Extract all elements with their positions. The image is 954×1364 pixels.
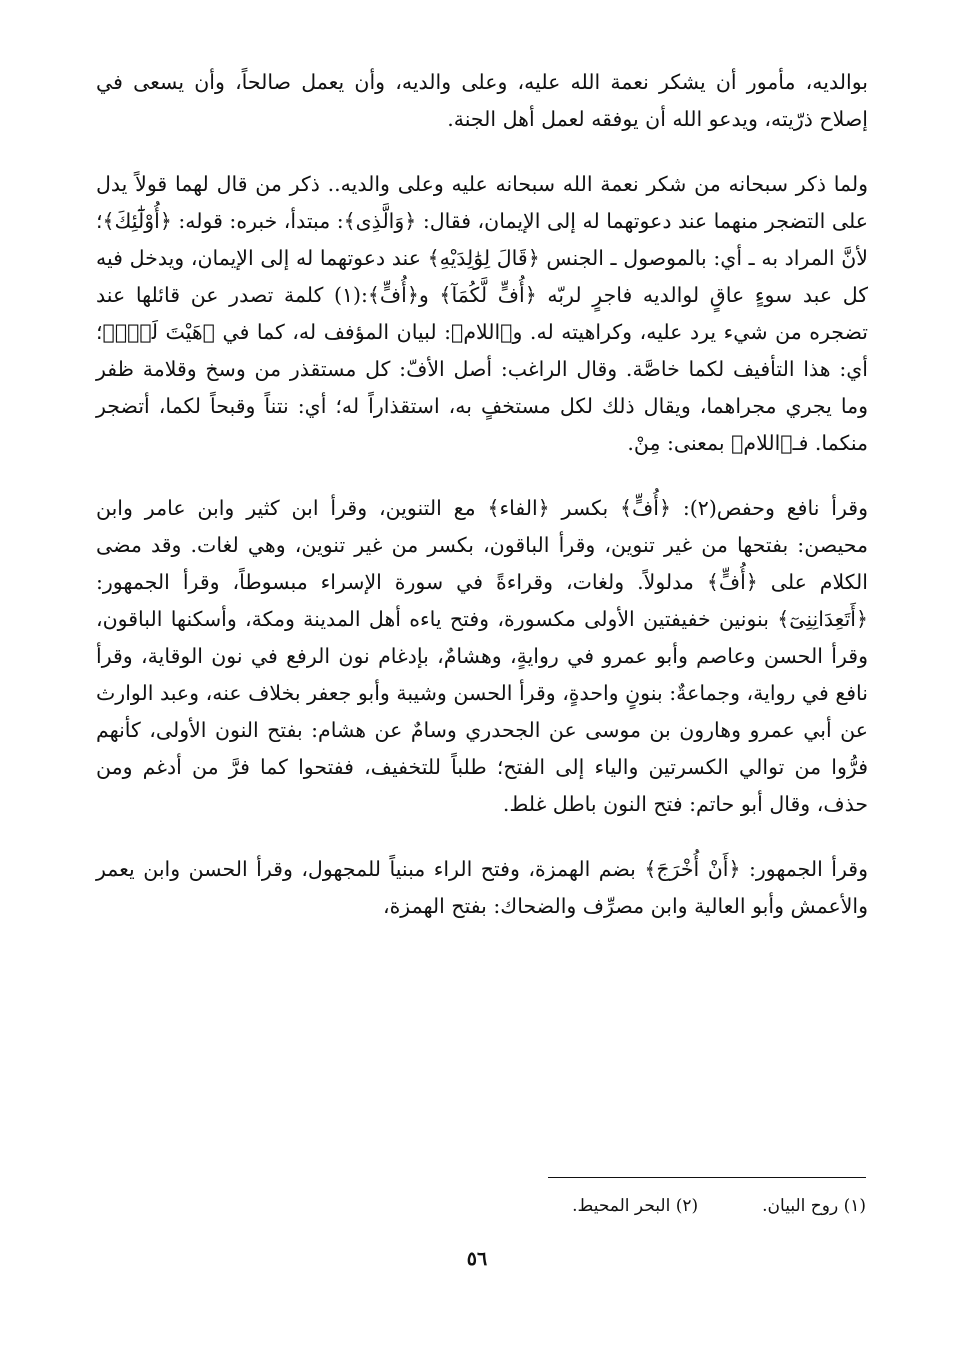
paragraph-2: ولما ذكر سبحانه من شكر نعمة الله سبحانه عليه وعلى والديه.. ذكر من قال لهما قولاً يدل على التضجر منهما عند دعوتهما له إلى الإيمان، فقال: ﴿وَالَّذِى﴾: مبتدأ، خبره: قوله: ﴿أُوْلَٰٓئِكَ﴾؛ لأنَّ المراد به ـ أي: بالموصول ـ الجنس ﴿قَالَ لِوَٰلِدَيْهِ﴾ عند دعوتهما له إلى الإيمان، ويدخل فيه كل عبد سوءٍ عاقٍ لوالديه فاجرٍ لربّه ﴿أُفٍّ لَّكُمَآ﴾ و﴿أُفٍّ﴾:(١) كلمة تصدر عن قائلها عند تضجره من شيء يرد عليه، وكراهيته له. و﴿اللام﴾: لبيان المؤفف له، كما في ﴿هَيْتَ لَكَۚ﴾؛ أي: هذا التأفيف لكما خاصَّة. وقال الراغب: أصل الأفّ: كل مستقذر من وسخ وقلامة ظفر وما يجري مجراهما، ويقال ذلك لكل مستخفٍ به، استقذاراً له؛ أي: نتناً وقبحاً لكما، أتضجر منكما. فـ﴿اللام﴾ بمعنى: مِنْ. [96, 172, 868, 455]
footnotes [366, 1192, 866, 1220]
footnote-1: (١) روح البيان. [762, 1196, 866, 1216]
paragraph-3: وقرأ نافع وحفص(٢): ﴿أُفٍّ﴾ بكسر ﴿الفاء﴾ مع التنوين، وقرأ ابن كثير وابن عامر وابن محيصن: بفتحها من غير تنوين، وقرأ الباقون، بكسر من غير تنوين، وهي لغات. وقد مضى الكلام على ﴿أُفٍّ﴾ مدلولاً. ولغات، وقراءةً في سورة الإسراء مبسوطاً، وقرأ الجمهور: ﴿أَتَعِدَانِنِىٓ﴾ بنونين خفيفتين الأولى مكسورة، وفتح ياءه أهل المدينة ومكة، وأسكنها الباقون، وقرأ الحسن وعاصم وأبو عمرو في روايةٍ، وهشامٌ، بإدغام نون الرفع في نون الوقاية، وقرأ نافع في رواية، وجماعةٌ: بنونٍ واحدةٍ، وقرأ الحسن وشيبة وأبو جعفر بخلاف عنه، وعبد الوارث عن أبي عمرو وهارون بن موسى عن الجحدري وسامٌ عن هشام: بفتح النون الأولى، كأنهم فرُّوا من توالي الكسرتين والياء إلى الفتح؛ طلباً للتخفيف، ففتحوا كما فرَّ من أدغم ومن حذف، وقال أبو حاتم: فتح النون باطل غلط. [96, 496, 868, 816]
page-body [96, 64, 868, 925]
paragraph-4: وقرأ الجمهور: ﴿أَنْ أُخْرَجَ﴾ بضم الهمزة، وفتح الراء مبنياً للمجهول، وقرأ الحسن وابن يعمر والأعمش وأبو العالية وابن مصرِّف والضحاك: بفتح الهمزة، [96, 857, 868, 918]
footnote-divider [548, 1177, 866, 1178]
page-number: ٥٦ [466, 1248, 488, 1270]
footnote-2: (٢) البحر المحيط. [572, 1196, 699, 1216]
paragraph-1: بوالديه، مأمور أن يشكر نعمة الله عليه، وعلى والديه، وأن يعمل صالحاً، وأن يسعى في إصلاح ذرّيته، ويدعو الله أن يوفقه لعمل أهل الجنة. [96, 70, 868, 131]
